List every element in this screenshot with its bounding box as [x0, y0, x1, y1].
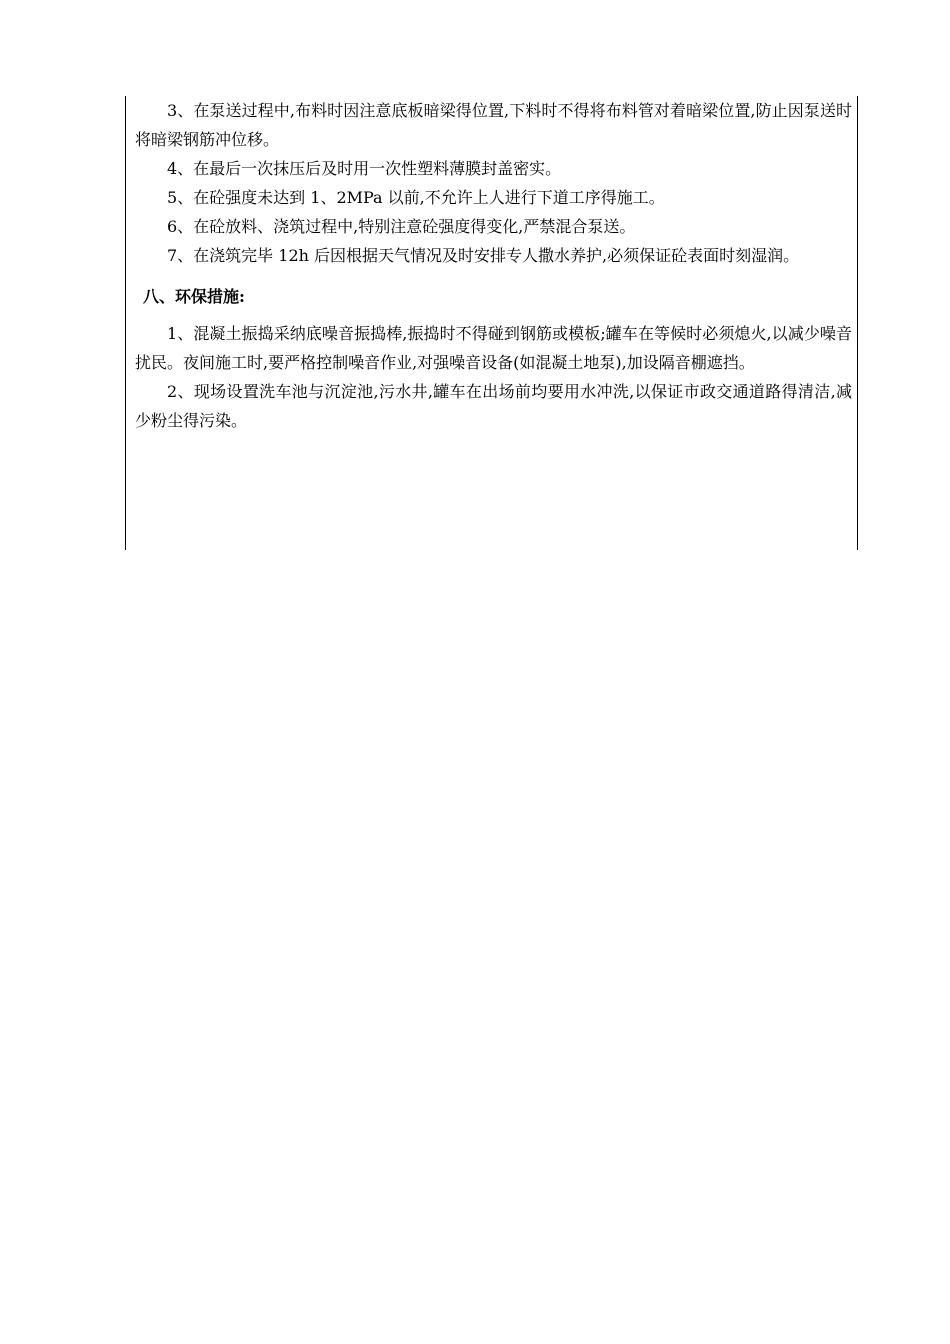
heading-spacer	[135, 311, 852, 319]
paragraph-item-4: 4、在最后一次抹压后及时用一次性塑料薄膜封盖密实。	[167, 159, 562, 178]
paragraph-item-5: 5、在砼强度未达到 1、2MPa 以前,不允许上人进行下道工序得施工。	[167, 188, 665, 207]
paragraph-item-7: 7、在浇筑完毕 12h 后因根据天气情况及时安排专人撒水养护,必须保证砼表面时刻湿润。	[167, 246, 800, 265]
paragraph-item-6: 6、在砼放料、浇筑过程中,特别注意砼强度得变化,严禁混合泵送。	[167, 217, 636, 236]
section-spacer	[135, 270, 852, 282]
section-heading: 八、环保措施:	[143, 287, 245, 306]
paragraph-item-3: 3、在泵送过程中,布料时因注意底板暗梁得位置,下料时不得将布料管对着暗梁位置,防止因泵送时将暗梁钢筋冲位移。	[135, 101, 852, 149]
document-body	[135, 96, 852, 435]
env-paragraph-item-2: 2、现场设置洗车池与沉淀池,污水井,罐车在出场前均要用水冲洗,以保证市政交通道路得清洁,减少粉尘得污染。	[135, 382, 852, 430]
env-paragraph-item-1: 1、混凝土振捣采纳底噪音振捣棒,振捣时不得碰到钢筋或模板;罐车在等候时必须熄火,以减少噪音扰民。夜间施工时,要严格控制噪音作业,对强噪音设备(如混凝土地泵),加设隔音棚遮挡。	[135, 324, 852, 372]
